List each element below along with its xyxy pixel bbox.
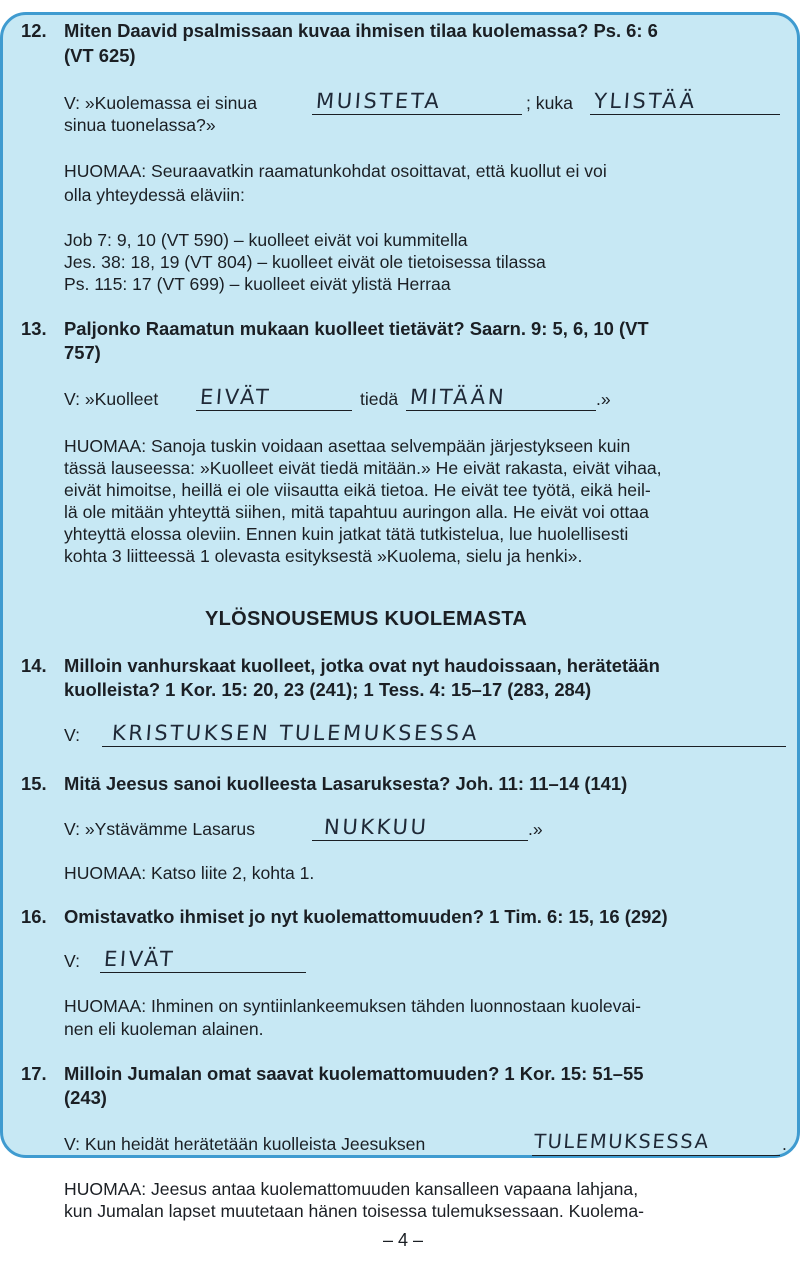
question-13-line2: 757) xyxy=(64,342,101,363)
answer-12-end: sinua tuonelassa?» xyxy=(64,115,216,135)
note-13-line2: tässä lauseessa: »Kuolleet eivät tiedä mitään.» He eivät rakasta, eivät vihaa, xyxy=(64,458,662,478)
question-12-line1: Miten Daavid psalmissaan kuvaa ihmisen tilaa kuolemassa? Ps. 6: 6 xyxy=(64,20,658,41)
page-number: – 4 – xyxy=(383,1230,424,1250)
answer-12-handwriting-1: MUISTETA xyxy=(315,89,443,113)
answer-15-end: .» xyxy=(528,819,543,839)
question-17-line2: (243) xyxy=(64,1087,107,1108)
note-17-line2: kun Jumalan lapset muutetaan hänen toisessa tulemuksessaan. Kuolema- xyxy=(64,1201,644,1221)
answer-14-blank[interactable] xyxy=(102,716,786,747)
answer-17-end: . xyxy=(782,1134,787,1154)
answer-15-prefix: V: »Ystävämme Lasarus xyxy=(64,819,256,839)
note-13-line4: lä ole mitään yhteyttä siihen, mitä tapahtuu auringon alla. He eivät voi ottaa xyxy=(64,502,649,522)
question-14-number: 14. xyxy=(21,655,47,676)
answer-17-blank[interactable] xyxy=(532,1125,780,1156)
answer-16-handwriting: EIVÄT xyxy=(103,947,176,971)
note-13-line1: HUOMAA: Sanoja tuskin voidaan asettaa selvempään järjestykseen kuin xyxy=(64,436,631,456)
answer-12-prefix: V: »Kuolemassa ei sinua xyxy=(64,93,257,113)
answer-17-handwriting: TULEMUKSESSA xyxy=(533,1130,711,1153)
ref-12-3: Ps. 115: 17 (VT 699) – kuolleet eivät ylistä Herraa xyxy=(64,274,451,294)
question-12-number: 12. xyxy=(21,20,47,41)
question-14-line1: Milloin vanhurskaat kuolleet, jotka ovat nyt haudoissaan, herätetään xyxy=(64,655,660,676)
ref-12-1: Job 7: 9, 10 (VT 590) – kuolleet eivät voi kummitella xyxy=(64,230,468,250)
question-16-line1: Omistavatko ihmiset jo nyt kuolemattomuuden? 1 Tim. 6: 15, 16 (292) xyxy=(64,906,668,927)
question-17-line1: Milloin Jumalan omat saavat kuolemattomuuden? 1 Kor. 15: 51–55 xyxy=(64,1063,644,1084)
answer-15-handwriting: NUKKUU xyxy=(323,815,430,839)
question-12-line2: (VT 625) xyxy=(64,45,136,66)
answer-15-blank[interactable] xyxy=(312,810,528,841)
answer-12-blank-1[interactable] xyxy=(312,84,522,115)
note-16-line2: nen eli kuoleman alainen. xyxy=(64,1019,264,1039)
answer-13-handwriting-2: MITÄÄN xyxy=(409,385,507,409)
answer-13-blank-2[interactable] xyxy=(406,380,596,411)
answer-13-prefix: V: »Kuolleet xyxy=(64,389,159,409)
question-14-line2: kuolleista? 1 Kor. 15: 20, 23 (241); 1 Tess. 4: 15–17 (283, 284) xyxy=(64,679,592,700)
answer-16-blank[interactable] xyxy=(100,942,306,973)
question-15-line1: Mitä Jeesus sanoi kuolleesta Lasaruksesta? Joh. 11: 11–14 (141) xyxy=(64,773,628,794)
answer-13-handwriting-1: EIVÄT xyxy=(199,385,272,409)
note-15: HUOMAA: Katso liite 2, kohta 1. xyxy=(64,863,315,883)
note-12-line1: HUOMAA: Seuraavatkin raamatunkohdat osoittavat, että kuollut ei voi xyxy=(64,161,607,181)
question-13-number: 13. xyxy=(21,318,47,339)
answer-16-prefix: V: xyxy=(64,951,80,971)
question-16-number: 16. xyxy=(21,906,47,927)
note-17-line1: HUOMAA: Jeesus antaa kuolemattomuuden kansalleen vapaana lahjana, xyxy=(64,1179,639,1199)
answer-13-end: .» xyxy=(596,389,611,409)
answer-14-handwriting: KRISTUKSEN TULEMUKSESSA xyxy=(111,721,480,745)
answer-14-prefix: V: xyxy=(64,725,80,745)
question-13-line1: Paljonko Raamatun mukaan kuolleet tietävät? Saarn. 9: 5, 6, 10 (VT xyxy=(64,318,649,339)
answer-13-mid: tiedä xyxy=(360,389,399,409)
answer-12-handwriting-2: YLISTÄÄ xyxy=(593,89,698,113)
note-12-line2: olla yhteydessä eläviin: xyxy=(64,185,245,205)
question-15-number: 15. xyxy=(21,773,47,794)
answer-12-blank-2[interactable] xyxy=(590,84,780,115)
section-heading: YLÖSNOUSEMUS KUOLEMASTA xyxy=(205,608,528,630)
answer-17-prefix: V: Kun heidät herätetään kuolleista Jeesuksen xyxy=(64,1134,426,1154)
ref-12-2: Jes. 38: 18, 19 (VT 804) – kuolleet eivät ole tietoisessa tilassa xyxy=(64,252,546,272)
note-13-line3: eivät himoitse, heillä ei ole viisautta eikä tietoa. He eivät tee työtä, eikä heil- xyxy=(64,480,651,500)
answer-12-mid: ; kuka xyxy=(526,93,573,113)
note-13-line5: yhteyttä elossa oleviin. Ennen kuin jatkat tätä tutkistelua, lue huolellisesti xyxy=(64,524,629,544)
question-17-number: 17. xyxy=(21,1063,47,1084)
answer-13-blank-1[interactable] xyxy=(196,380,352,411)
note-16-line1: HUOMAA: Ihminen on syntiinlankeemuksen tähden luonnostaan kuolevai- xyxy=(64,996,642,1016)
note-13-line6: kohta 3 liitteessä 1 olevasta esityksestä »Kuolema, sielu ja henki». xyxy=(64,546,583,566)
